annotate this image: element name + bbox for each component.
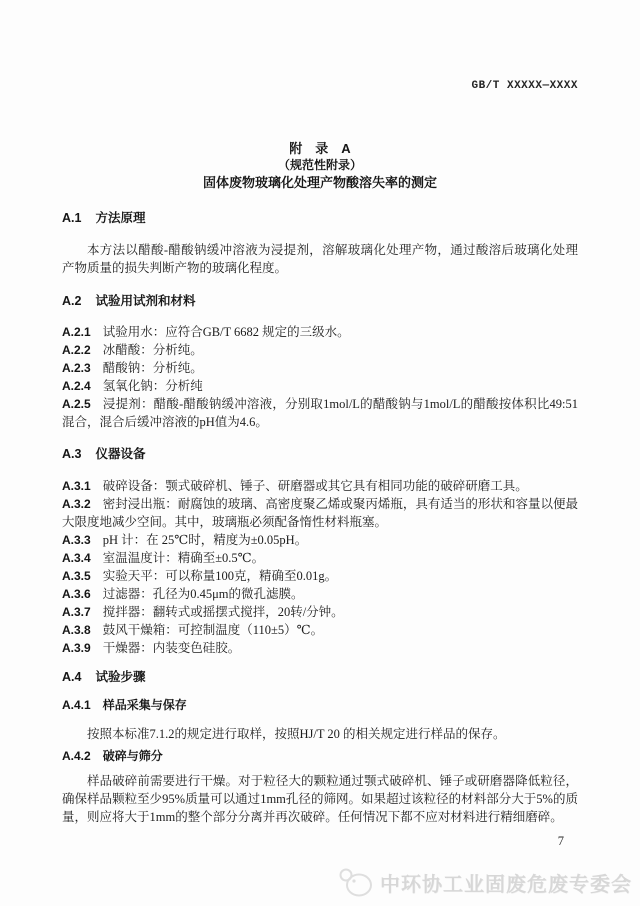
clause-a3-4-number: A.3.4: [62, 551, 91, 565]
clause-a3-3-number: A.3.3: [62, 533, 91, 547]
clause-a2-5-number: A.2.5: [62, 397, 91, 411]
subsection-a4-1-title: 样品采集与保存: [102, 698, 187, 712]
subsection-a4-1-number: A.4.1: [62, 698, 91, 712]
section-a2-heading: [62, 293, 578, 310]
clause-a3-5: [62, 567, 578, 585]
clause-a3-9: [62, 639, 578, 657]
clause-a3-4: [62, 549, 578, 567]
clause-a2-2-text: 冰醋酸：分析纯。: [102, 343, 203, 357]
section-a3-number: A.3: [62, 447, 82, 461]
section-a4-title: 试验步骤: [95, 670, 146, 684]
clause-a3-5-number: A.3.5: [62, 569, 91, 583]
clause-a2-2: [62, 341, 578, 359]
section-a2-title: 试验用试剂和材料: [95, 294, 196, 308]
clause-a2-5: [62, 395, 578, 431]
subsection-a4-1-heading: [62, 697, 578, 714]
appendix-type: （规范性附录）: [277, 158, 362, 172]
clause-a3-3-text: pH 计：在 25℃时，精度为±0.05pH。: [102, 533, 308, 547]
appendix-label: 附 录 A: [289, 141, 351, 156]
clause-a2-3: [62, 359, 578, 377]
clause-a3-2: [62, 495, 578, 531]
clause-a2-4-text: 氢氧化钠：分析纯: [102, 379, 203, 393]
section-a2-number: A.2: [62, 294, 82, 308]
clause-a3-7: [62, 603, 578, 621]
footer-org-name: 中环协工业固废危废专委会: [380, 873, 632, 896]
clause-a2-4-number: A.2.4: [62, 379, 91, 393]
clause-a2-1-number: A.2.1: [62, 325, 91, 339]
clause-a2-1: [62, 323, 578, 341]
subsection-a4-2-heading: [62, 748, 578, 765]
clause-a3-9-text: 干燥器：内装变色硅胶。: [102, 641, 241, 655]
subsection-a4-2-number: A.4.2: [62, 749, 91, 763]
clause-a3-1-text: 破碎设备：颚式破碎机、锤子、研磨器或其它具有相同功能的破碎研磨工具。: [102, 479, 528, 493]
clause-a3-1-number: A.3.1: [62, 479, 91, 493]
subsection-a4-2-title: 破碎与筛分: [102, 749, 163, 763]
clause-a2-3-text: 醋酸钠：分析纯。: [102, 361, 203, 375]
clause-a3-4-text: 室温温度计：精确至±0.5℃。: [102, 551, 265, 565]
section-a1-number: A.1: [62, 211, 82, 225]
subsection-a4-1-paragraph: 按照本标准7.1.2的规定进行取样，按照HJ/T 20 的相关规定进行样品的保存。: [87, 727, 506, 741]
page-number: 7: [557, 834, 564, 848]
clause-a3-8-number: A.3.8: [62, 623, 91, 637]
clause-a3-2-number: A.3.2: [62, 497, 91, 511]
clause-a3-7-number: A.3.7: [62, 605, 91, 619]
clause-a3-9-number: A.3.9: [62, 641, 91, 655]
section-a1-title: 方法原理: [95, 211, 146, 225]
section-a4-heading: [62, 669, 578, 686]
section-a3-heading: [62, 446, 578, 463]
clause-a3-1: [62, 477, 578, 495]
appendix-title-block: [62, 0, 578, 191]
clause-a3-8: [62, 621, 578, 639]
standard-code: GB/T XXXXX—XXXX: [471, 80, 578, 92]
footer-watermark: [337, 866, 632, 898]
clause-a3-6-text: 过滤器：孔径为0.45μm的微孔滤膜。: [102, 587, 304, 601]
clause-a2-2-number: A.2.2: [62, 343, 91, 357]
clause-a3-3: [62, 531, 578, 549]
clause-a3-8-text: 鼓风干燥箱：可控制温度（110±5）℃。: [102, 623, 324, 637]
clause-a3-5-text: 实验天平：可以称量100克，精确至0.01g。: [102, 569, 338, 583]
clause-a2-5-text: 浸提剂：醋酸-醋酸钠缓冲溶液，分别取1mol/L的醋酸钠与1mol/L的醋酸按体积比49:51混合，混合后缓冲溶液的pH值为4.6。: [62, 397, 578, 429]
section-a3-title: 仪器设备: [95, 447, 146, 461]
section-a1-heading: [62, 210, 578, 227]
clause-a2-3-number: A.2.3: [62, 361, 91, 375]
clause-a3-6-number: A.3.6: [62, 587, 91, 601]
section-a4-number: A.4: [62, 670, 82, 684]
section-a1-paragraph: 本方法以醋酸-醋酸钠缓冲溶液为浸提剂，溶解玻璃化处理产物，通过酸溶后玻璃化处理产物质量的损失判断产物的玻璃化程度。: [62, 243, 578, 275]
clause-a2-4: [62, 377, 578, 395]
section-a2-clauses: [62, 323, 578, 431]
clause-a3-6: [62, 585, 578, 603]
clause-a3-2-text: 密封浸出瓶：耐腐蚀的玻璃、高密度聚乙烯或聚丙烯瓶，具有适当的形状和容量以便最大限度地减少空间。其中，玻璃瓶必须配备惰性材料瓶塞。: [62, 497, 578, 529]
appendix-title: 固体废物玻璃化处理产物酸溶失率的测定: [202, 175, 437, 190]
section-a3-clauses: [62, 477, 578, 657]
association-logo-icon: [337, 866, 375, 898]
clause-a3-7-text: 搅拌器：翻转式或摇摆式搅拌，20转/分钟。: [102, 605, 344, 619]
subsection-a4-2-paragraph: 样品破碎前需要进行干燥。对于粒径大的颗粒通过颚式破碎机、锤子或研磨器降低粒径，确保样品颗粒至少95%质量可以通过1mm孔径的筛网。如果超过该粒径的材料部分大于5%的质量，则应将大于1mm的整个部分分离并再次破碎。任何情况下都不应对材料进行精细磨碎。: [62, 774, 578, 824]
clause-a2-1-text: 试验用水：应符合GB/T 6682 规定的三级水。: [102, 325, 350, 339]
